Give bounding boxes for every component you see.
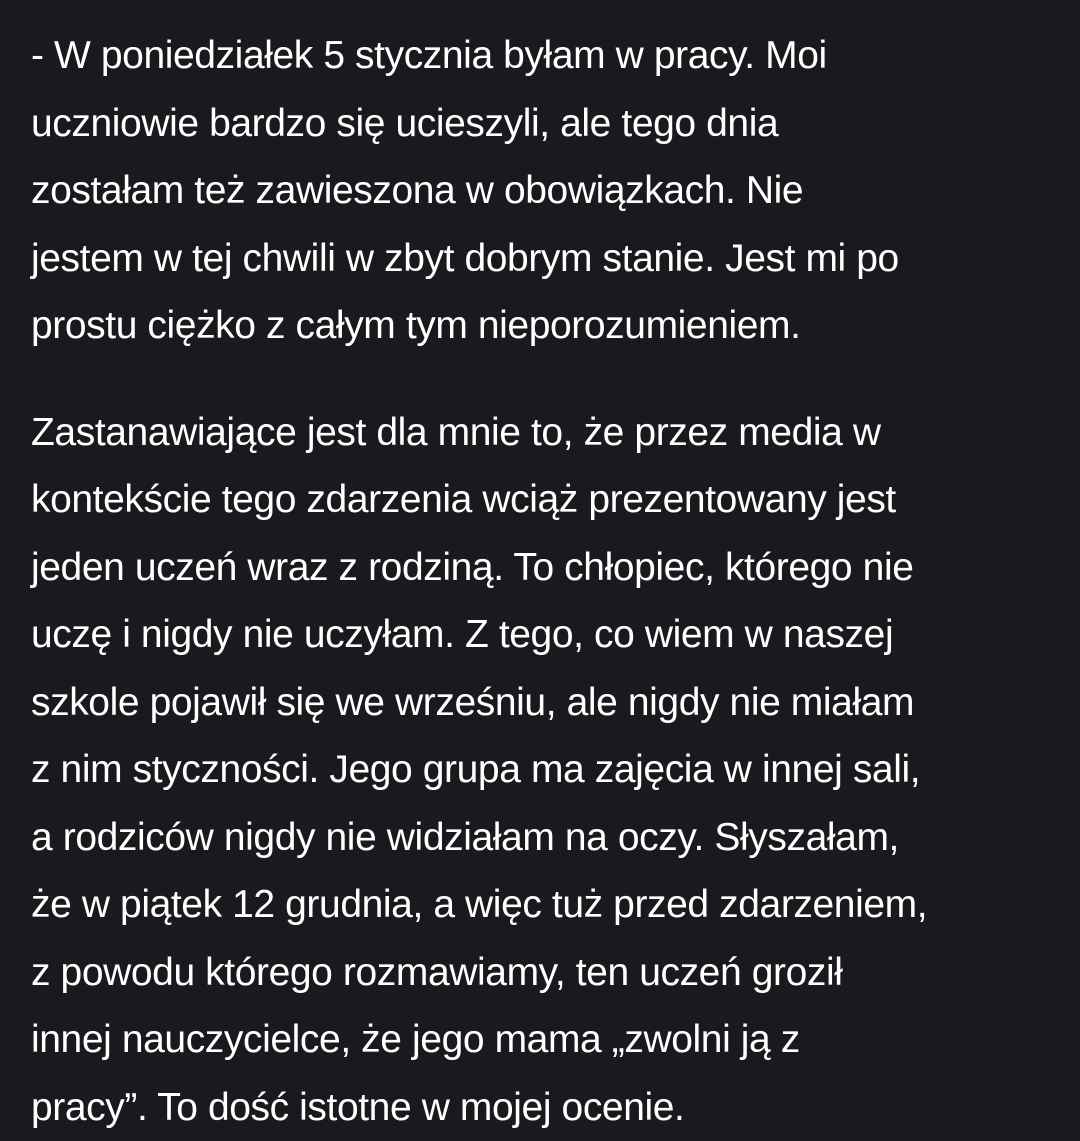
text-line: że w piątek 12 grudnia, a więc tuż przed zdarzeniem,	[31, 871, 1071, 939]
paragraph-1	[31, 22, 1071, 360]
text-line: prostu ciężko z całym tym nieporozumieniem.	[31, 292, 1071, 360]
text-line: kontekście tego zdarzenia wciąż prezentowany jest	[31, 466, 1071, 534]
text-line: a rodziców nigdy nie widziałam na oczy. Słyszałam,	[31, 804, 1071, 872]
text-line: innej nauczycielce, że jego mama „zwolni ją z	[31, 1006, 1071, 1074]
text-line: uczę i nigdy nie uczyłam. Z tego, co wiem w naszej	[31, 601, 1071, 669]
text-line: pracy”. To dość istotne w mojej ocenie.	[31, 1074, 1071, 1141]
text-line: jestem w tej chwili w zbyt dobrym stanie. Jest mi po	[31, 225, 1071, 293]
text-line: Zastanawiające jest dla mnie to, że przez media w	[31, 399, 1071, 467]
text-line: zostałam też zawieszona w obowiązkach. Nie	[31, 157, 1071, 225]
text-line: uczniowie bardzo się ucieszyli, ale tego dnia	[31, 90, 1071, 158]
text-line: - W poniedziałek 5 stycznia byłam w pracy. Moi	[31, 22, 1071, 90]
text-line: z powodu którego rozmawiamy, ten uczeń groził	[31, 939, 1071, 1007]
text-line: szkole pojawił się we wrześniu, ale nigdy nie miałam	[31, 669, 1071, 737]
paragraph-2	[31, 399, 1071, 1141]
text-line: z nim styczności. Jego grupa ma zajęcia w innej sali,	[31, 736, 1071, 804]
text-line: jeden uczeń wraz z rodziną. To chłopiec, którego nie	[31, 534, 1071, 602]
article-text	[31, 22, 1071, 1141]
